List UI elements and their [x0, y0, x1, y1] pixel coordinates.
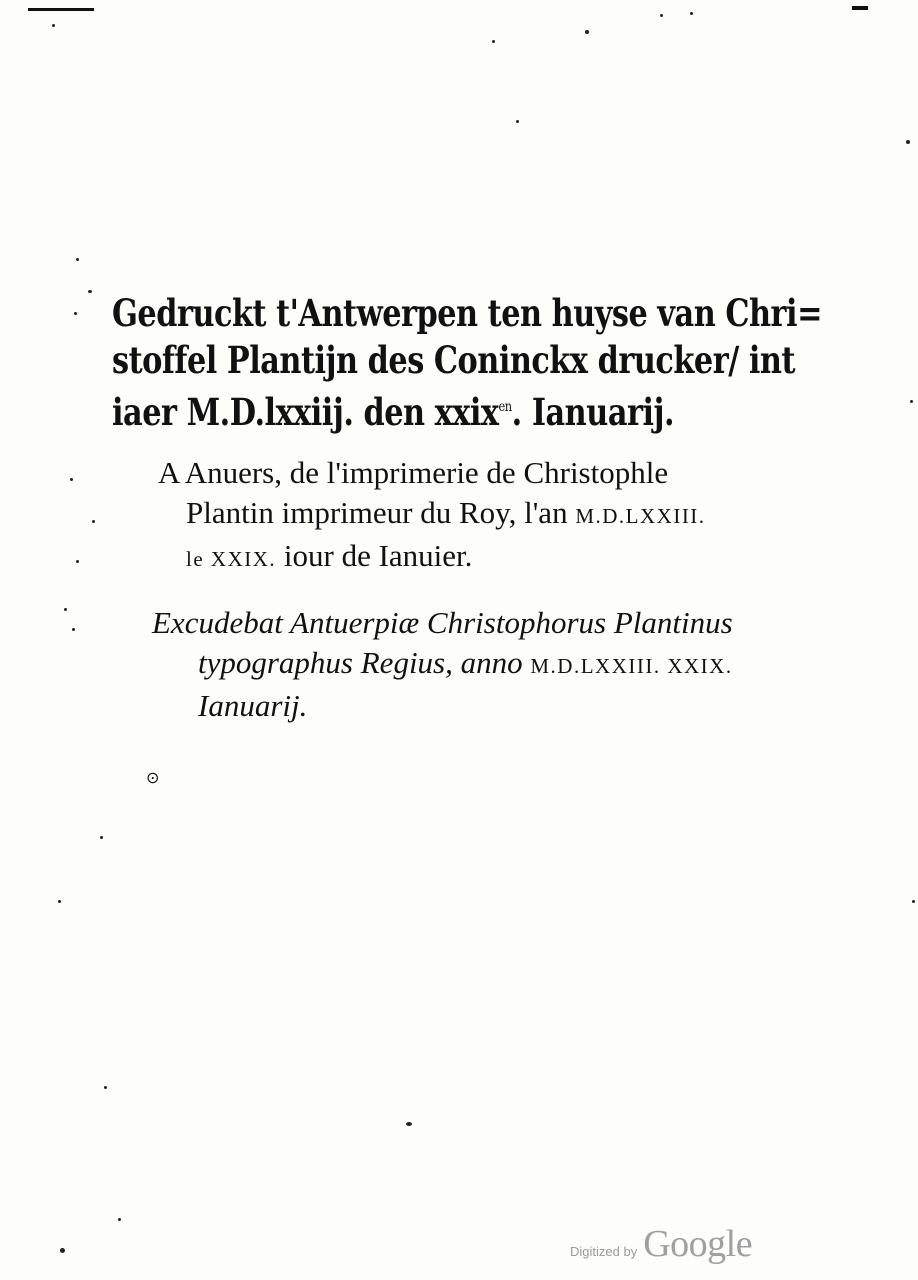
scan-speck: [585, 30, 589, 34]
superscript: en: [498, 399, 512, 415]
scan-speck: [60, 1248, 65, 1253]
colophon-latin-date: M.D.LXXIII. XXIX.: [530, 654, 733, 678]
scan-mark: [852, 6, 868, 10]
scan-speck: [516, 120, 519, 123]
colophon-latin-line: Ianuarij.: [198, 688, 308, 723]
colophon-french-date: M.D.LXXIII.: [575, 504, 706, 528]
google-logo: Google: [643, 1223, 753, 1265]
colophon-dutch-line: [112, 384, 678, 436]
colophon-dutch: [112, 290, 823, 436]
colophon-french: [158, 453, 778, 579]
scan-speck: [72, 628, 75, 631]
ornament-icon: ⊙: [146, 768, 160, 787]
colophon-latin-line: [152, 643, 772, 686]
colophon-french-text: iour de Ianuier.: [283, 538, 473, 573]
colophon-latin-line: Excudebat Antuerpiæ Christophorus Plantinus: [152, 605, 733, 640]
colophon-french-line: [158, 536, 778, 579]
colophon-dutch-line: Gedruckt t'Antwerpen ten huyse van Chri=: [112, 291, 823, 335]
scan-speck: [910, 400, 913, 403]
colophon-dutch-date: iaer M.D.lxxiij. den xxix: [112, 390, 499, 434]
scan-speck: [76, 258, 79, 261]
digitized-watermark: [570, 1222, 752, 1266]
scan-mark: [28, 8, 94, 11]
colophon-french-text: Plantin imprimeur du Roy, l'an: [186, 495, 568, 530]
scan-speck: [74, 312, 77, 315]
scan-speck: [912, 900, 915, 903]
scan-speck: [660, 14, 663, 17]
colophon-french-line: A Anuers, de l'imprimerie de Christophle: [158, 455, 669, 490]
scan-speck: [406, 1122, 412, 1126]
scan-speck: [690, 12, 693, 15]
scan-speck: [58, 900, 61, 903]
colophon-french-day: le XXIX.: [186, 547, 277, 571]
colophon-latin: [152, 603, 772, 726]
scan-speck: [92, 520, 95, 523]
colophon-french-line: [158, 493, 778, 536]
colophon-dutch-month: . Ianuarij.: [511, 390, 675, 434]
colophon-dutch-line: stoffel Plantijn des Coninckx drucker/ int: [112, 338, 795, 382]
scan-speck: [52, 24, 55, 27]
scan-speck: [492, 40, 495, 43]
scan-speck: [64, 608, 67, 611]
scan-speck: [88, 290, 92, 293]
watermark-prefix: Digitized by: [570, 1244, 638, 1259]
scan-speck: [70, 478, 73, 481]
scan-speck: [906, 140, 910, 144]
scan-speck: [100, 836, 103, 839]
scan-speck: [104, 1086, 107, 1089]
scan-speck: [118, 1218, 121, 1221]
colophon-latin-text: typographus Regius, anno: [198, 645, 523, 680]
scan-speck: [76, 560, 79, 563]
